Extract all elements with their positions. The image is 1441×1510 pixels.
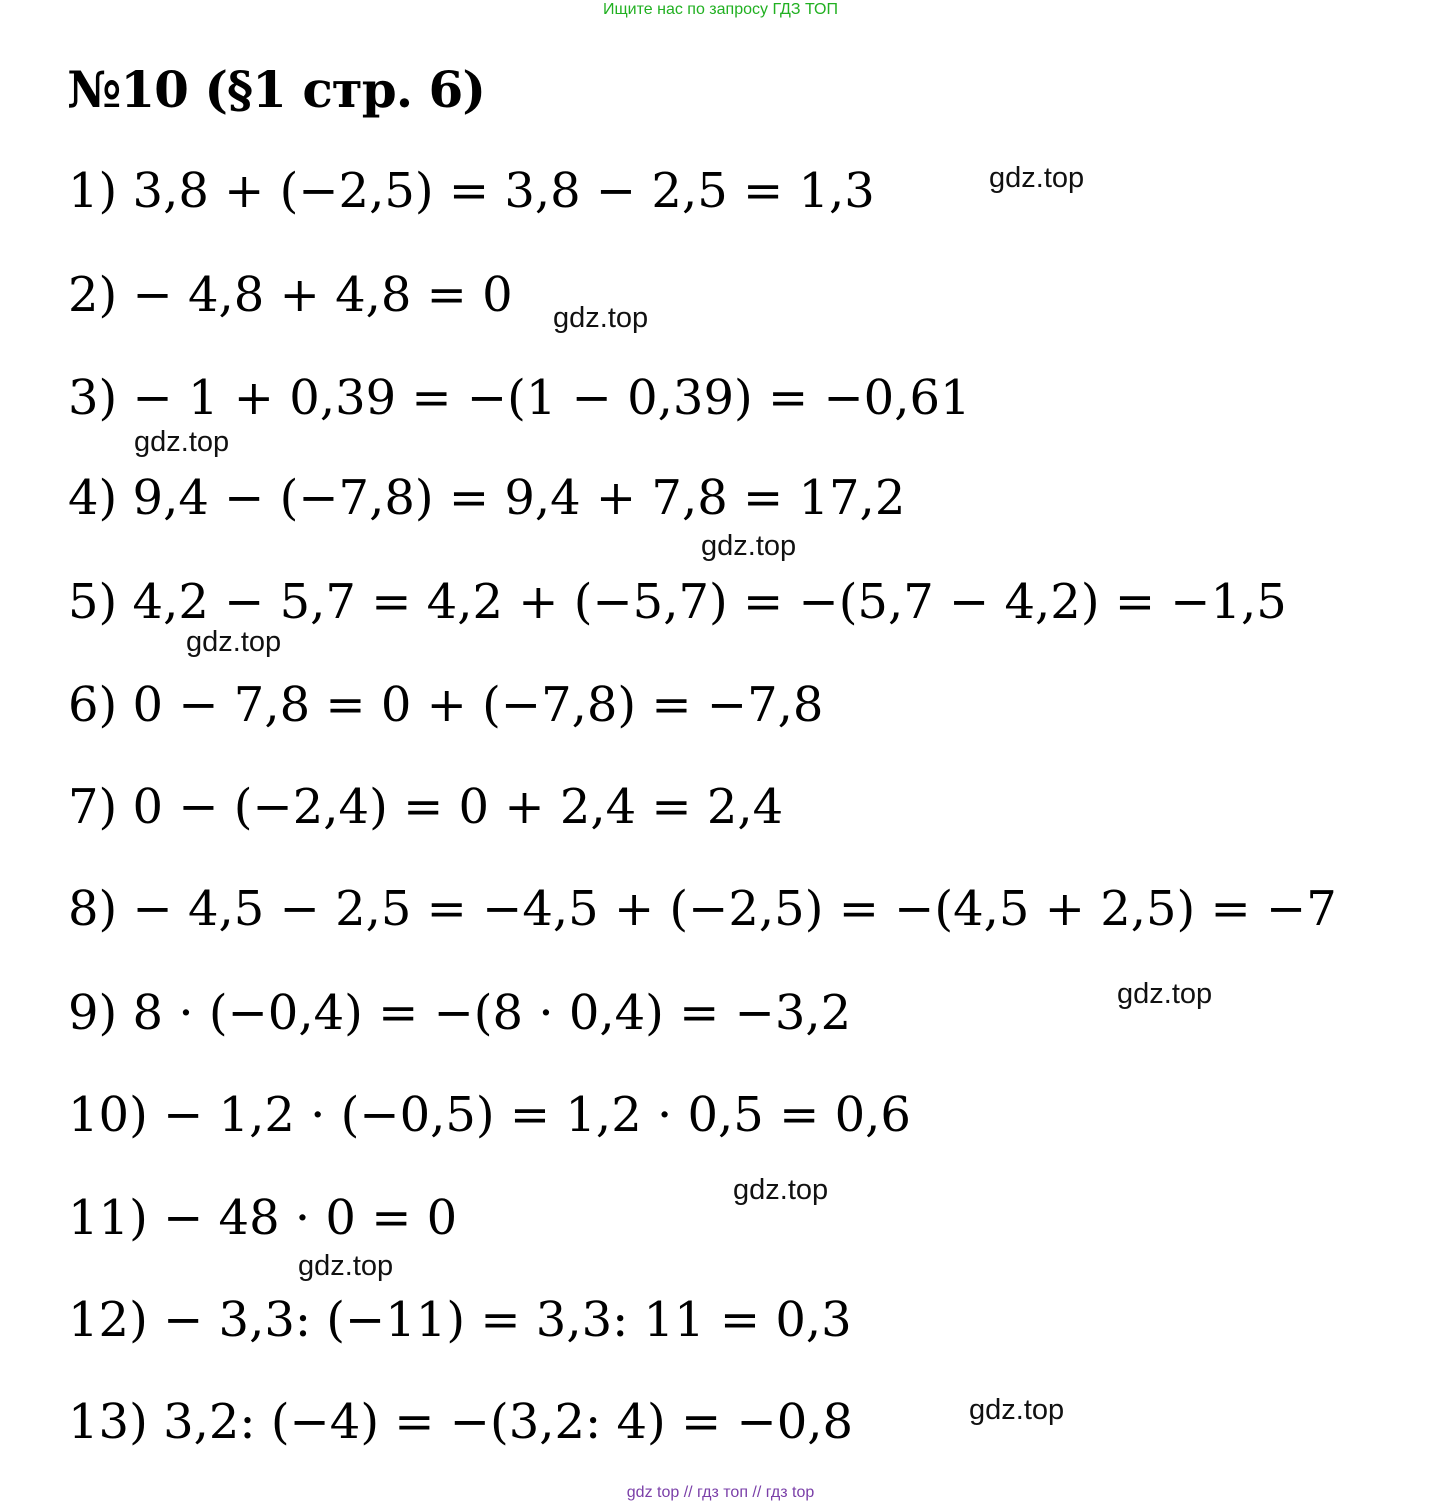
equation-5: 5) 4,2 − 5,7 = 4,2 + (−5,7) = −(5,7 − 4,2) = −1,5 <box>68 574 1287 630</box>
page-title: №10 (§1 стр. 6) <box>67 60 485 119</box>
watermark: gdz.top <box>1117 978 1213 1010</box>
equation-2: 2) − 4,8 + 4,8 = 0 <box>68 267 513 323</box>
watermark: gdz.top <box>186 626 282 658</box>
equation-13: 13) 3,2: (−4) = −(3,2: 4) = −0,8 <box>68 1394 854 1450</box>
site-search-notice: Ищите нас по запросу ГДЗ ТОП <box>603 1 838 18</box>
equation-9: 9) 8 · (−0,4) = −(8 · 0,4) = −3,2 <box>68 985 852 1041</box>
equation-12: 12) − 3,3: (−11) = 3,3: 11 = 0,3 <box>68 1292 852 1348</box>
watermark: gdz.top <box>701 530 797 562</box>
watermark: gdz.top <box>969 1394 1065 1426</box>
watermark: gdz.top <box>134 426 230 458</box>
equation-7: 7) 0 − (−2,4) = 0 + 2,4 = 2,4 <box>68 779 784 835</box>
footer-watermark: gdz top // гдз топ // гдз top <box>626 1484 815 1501</box>
equation-8: 8) − 4,5 − 2,5 = −4,5 + (−2,5) = −(4,5 + 2,5) = −7 <box>68 881 1337 937</box>
watermark: gdz.top <box>733 1174 829 1206</box>
equation-3: 3) − 1 + 0,39 = −(1 − 0,39) = −0,61 <box>68 370 971 426</box>
equation-10: 10) − 1,2 · (−0,5) = 1,2 · 0,5 = 0,6 <box>68 1087 911 1143</box>
watermark: gdz.top <box>989 162 1085 194</box>
equation-4: 4) 9,4 − (−7,8) = 9,4 + 7,8 = 17,2 <box>68 470 906 526</box>
equation-1: 1) 3,8 + (−2,5) = 3,8 − 2,5 = 1,3 <box>68 163 875 219</box>
equation-11: 11) − 48 · 0 = 0 <box>68 1190 458 1246</box>
watermark: gdz.top <box>553 302 649 334</box>
equation-6: 6) 0 − 7,8 = 0 + (−7,8) = −7,8 <box>68 677 824 733</box>
watermark: gdz.top <box>298 1250 394 1282</box>
